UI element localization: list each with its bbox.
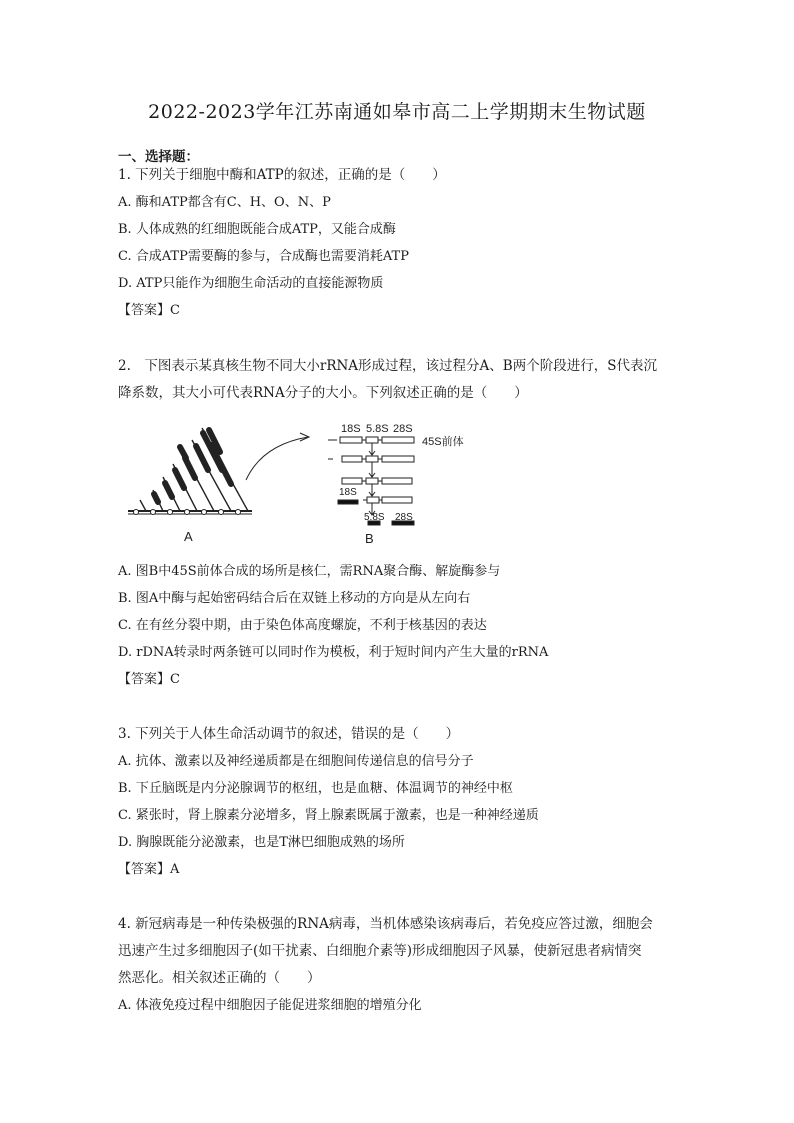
label-18s-top: 18S: [341, 423, 361, 435]
label-28s-top: 28S: [393, 423, 413, 435]
question-4-stem-line-3: 然恶化。相关叙述正确的（ ）: [118, 970, 321, 986]
question-2-stem-line-1: 2. 下图表示某真核生物不同大小rRNA形成过程，该过程分A、B两个阶段进行，S代表沉: [118, 358, 657, 374]
question-1-option-b: B. 人体成熟的红细胞既能合成ATP，又能合成酶: [118, 222, 396, 237]
question-3-stem: 3. 下列关于人体生命活动调节的叙述，错误的是（ ）: [118, 726, 460, 742]
section-heading: 一、选择题：: [118, 149, 199, 165]
question-2-option-d: D. rDNA转录时两条链可以同时作为模板，利于短时间内产生大量的rRNA: [118, 645, 549, 660]
label-58s-top: 5.8S: [366, 423, 389, 435]
question-4-stem-line-1: 4. 新冠病毒是一种传染极强的RNA病毒，当机体感染该病毒后，若免疫应答过激，细胞会: [118, 916, 653, 932]
panel-b-label: B: [365, 531, 374, 546]
question-3-answer: 【答案】A: [118, 862, 180, 877]
question-2-option-c: C. 在有丝分裂中期，由于染色体高度螺旋，不利于核基因的表达: [118, 618, 487, 633]
question-2-option-a: A. 图B中45S前体合成的场所是核仁，需RNA聚合酶、解旋酶参与: [118, 564, 501, 579]
question-1-option-d: D. ATP只能作为细胞生命活动的直接能源物质: [118, 276, 384, 291]
question-3-option-d: D. 胸腺既能分泌激素，也是T淋巴细胞成熟的场所: [118, 835, 405, 850]
question-3-option-c: C. 紧张时，肾上腺素分泌增多，肾上腺素既属于激素，也是一种神经递质: [118, 808, 539, 823]
question-3-option-b: B. 下丘脑既是内分泌腺调节的枢纽，也是血糖、体温调节的神经中枢: [118, 781, 513, 796]
panel-a-label: A: [184, 529, 193, 544]
label-28s-bottom: 28S: [395, 512, 413, 523]
rrna-formation-figure: [0, 0, 794, 560]
question-1-option-a: A. 酶和ATP都含有C、H、O、N、P: [118, 195, 331, 210]
question-2-option-b: B. 图A中酶与起始密码结合后在双链上移动的方向是从左向右: [118, 591, 471, 606]
label-58s-bottom: 5.8S: [364, 512, 385, 523]
question-2-stem-line-2: 降系数，其大小可代表RNA分子的大小。下列叙述正确的是（ ）: [118, 385, 528, 401]
label-18s-bottom: 18S: [339, 487, 357, 498]
question-4-option-a: A. 体液免疫过程中细胞因子能促进浆细胞的增殖分化: [118, 998, 422, 1013]
label-45s-precursor: 45S前体: [422, 436, 464, 448]
panel-a-diagram: [128, 428, 309, 515]
page-title: 2022-2023学年江苏南通如皋市高二上学期期末生物试题: [148, 101, 646, 123]
question-2-answer: 【答案】C: [118, 672, 180, 687]
question-1-option-c: C. 合成ATP需要酶的参与，合成酶也需要消耗ATP: [118, 249, 409, 264]
panel-b-diagram: [328, 423, 464, 525]
question-1-stem: 1. 下列关于细胞中酶和ATP的叙述，正确的是（ ）: [118, 167, 446, 183]
question-4-stem-line-2: 迅速产生过多细胞因子(如干扰素、白细胞介素等)形成细胞因子风暴，使新冠患者病情突: [118, 943, 642, 959]
question-3-option-a: A. 抗体、激素以及神经递质都是在细胞间传递信息的信号分子: [118, 754, 474, 769]
question-1-answer: 【答案】C: [118, 303, 180, 318]
